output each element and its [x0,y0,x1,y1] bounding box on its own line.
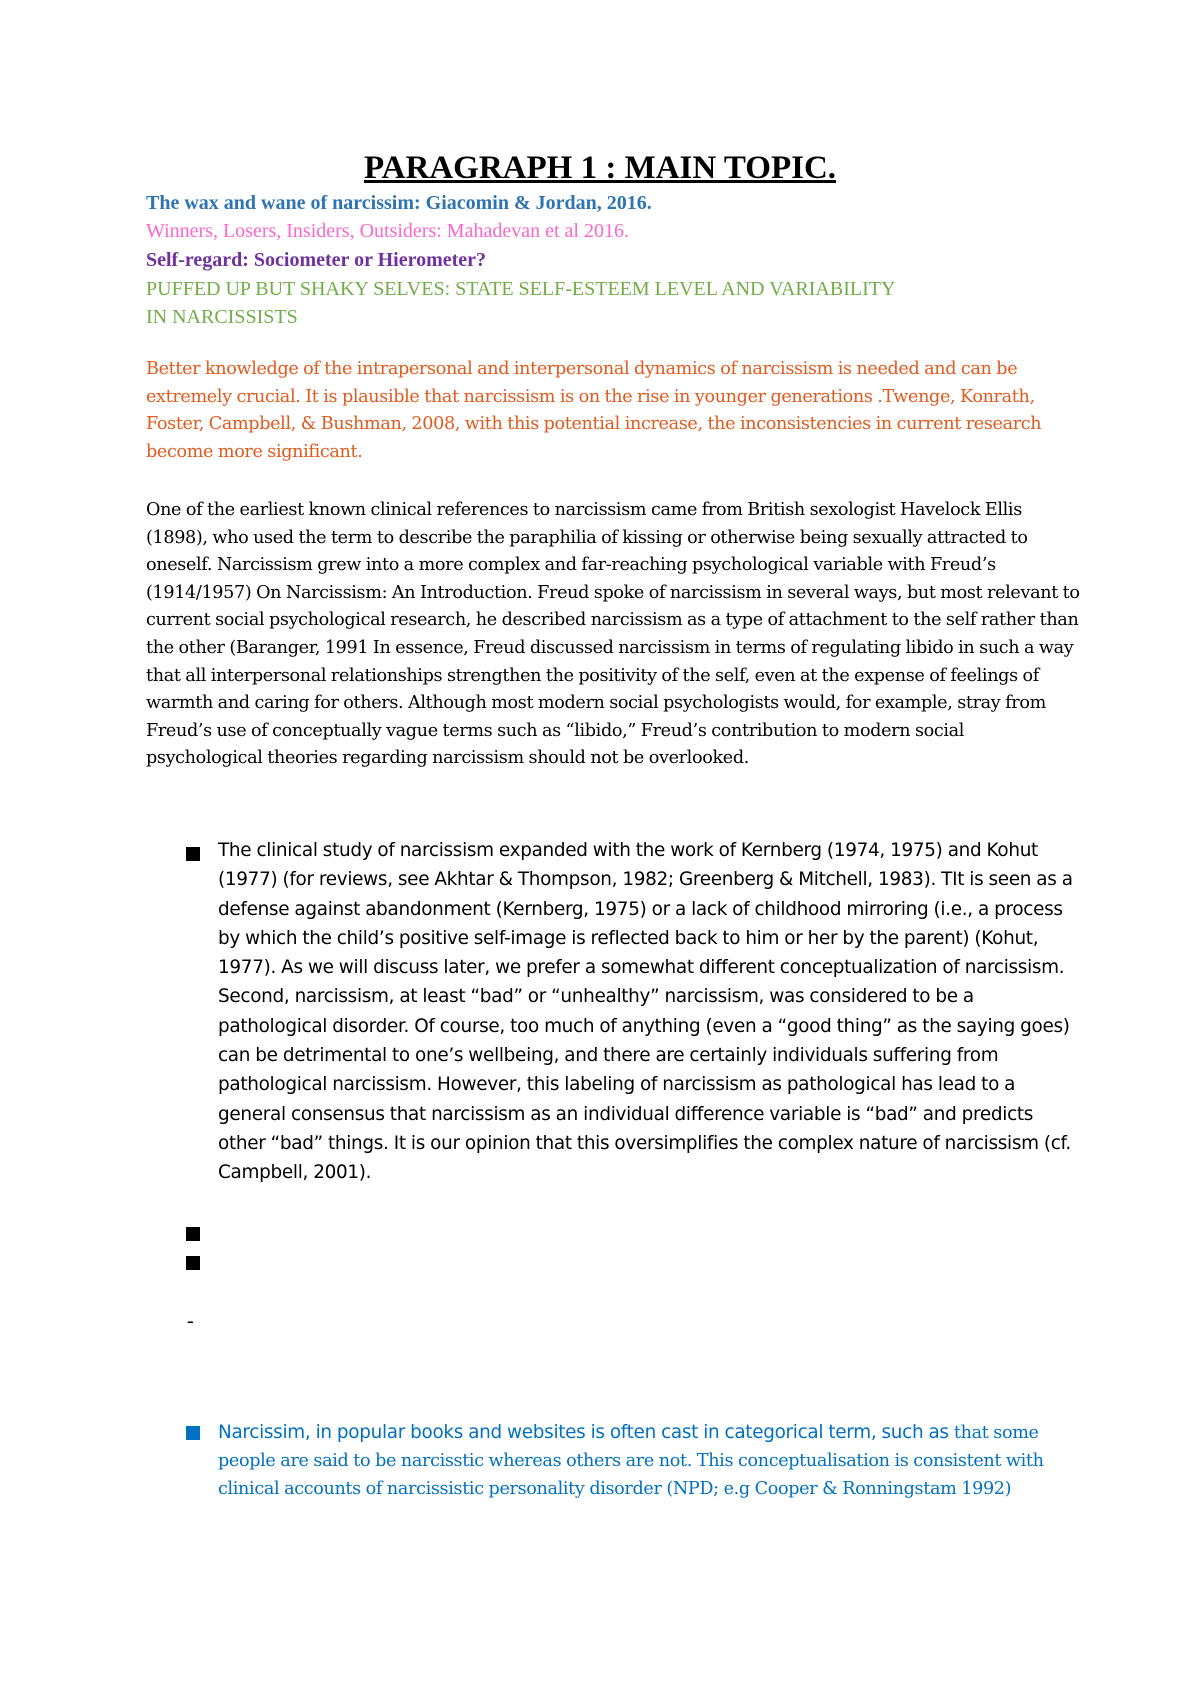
popular-books-bullet-text [218,1419,1084,1503]
bullet-lead-text: Narcissim, in popular books and websites is often cast in categorical term, such as [218,1422,949,1443]
dash-marker: - [187,1310,194,1332]
heading-puffed-up: PUFFED UP BUT SHAKY SELVES: STATE SELF-ESTEEM LEVEL AND VARIABILITY IN NARCISSISTS [146,278,895,328]
intro-paragraph: Better knowledge of the intrapersonal and interpersonal dynamics of narcissism is needed and can be extremely crucial. It is plausible that narcissism is on the rise in younger generations .Twenge, Konrath, Foster, Campbell, & Bushman, 2008, with this potential increase, the inconsistencies in current research become more significant. [146,359,1042,462]
square-bullet-icon [186,1426,200,1440]
square-bullet-icon [186,1256,200,1270]
bullet-rest-text: that some people are said to be narcisstic whereas others are not. This conceptualisation is consistent with clinical accounts of narcissistic personality disorder (NPD; e.g Cooper & Ronningstam 1992) [218,1423,1044,1499]
square-bullet-icon [186,1227,200,1241]
history-paragraph: One of the earliest known clinical references to narcissism came from British sexologist Havelock Ellis (1898), who used the term to describe the paraphilia of kissing or otherwise being sexually attracted to oneself. Narcissism grew into a more complex and far-reaching psychological variable with Freud’s (1914/1957) On Narcissism: An Introduction. Freud spoke of narcissism in several ways, but most relevant to current social psychological research, he described narcissism as a type of attachment to the self rather than the other (Baranger, 1991 In essence, Freud discussed narcissism in terms of regulating libido in such a way that all interpersonal relationships strengthen the positivity of the self, even at the expense of feelings of warmth and caring for others. Although most modern social psychologists would, for example, stray from Freud’s use of conceptually vague terms such as “libido,” Freud’s contribution to modern social psychological theories regarding narcissism should not be overlooked. [146,500,1080,769]
heading-winners-losers: Winners, Losers, Insiders, Outsiders: Mahadevan et al 2016. [146,220,629,242]
heading-self-regard: Self-regard: Sociometer or Hierometer? [146,249,487,271]
heading-wax-and-wane: The wax and wane of narcissim: Giacomin & Jordan, 2016. [146,192,652,214]
clinical-study-bullet-text: The clinical study of narcissism expanded with the work of Kernberg (1974, 1975) and Kohut (1977) (for reviews, see Akhtar & Thompson, 1982; Greenberg & Mitchell, 1983). TIt is seen as a defense against abandonment (Kernberg, 1975) or a lack of childhood mirroring (i.e., a process by which the child’s positive self-image is reflected back to him or her by the parent) (Kohut, 1977). As we will discuss later, we prefer a somewhat different conceptualization of narcissism. Second, narcissism, at least “bad” or “unhealthy” narcissism, was considered to be a pathological disorder. Of course, too much of anything (even a “good thing” as the saying goes) can be detrimental to one’s wellbeing, and there are certainly individuals suffering from pathological narcissism. However, this labeling of narcissism as pathological has lead to a general consensus that narcissism as an individual difference variable is “bad” and predicts other “bad” things. It is our opinion that this oversimplifies the complex nature of narcissism (cf. Campbell, 2001). [218,840,1073,1184]
square-bullet-icon [186,847,200,861]
page-title: PARAGRAPH 1 : MAIN TOPIC. [363,150,837,186]
